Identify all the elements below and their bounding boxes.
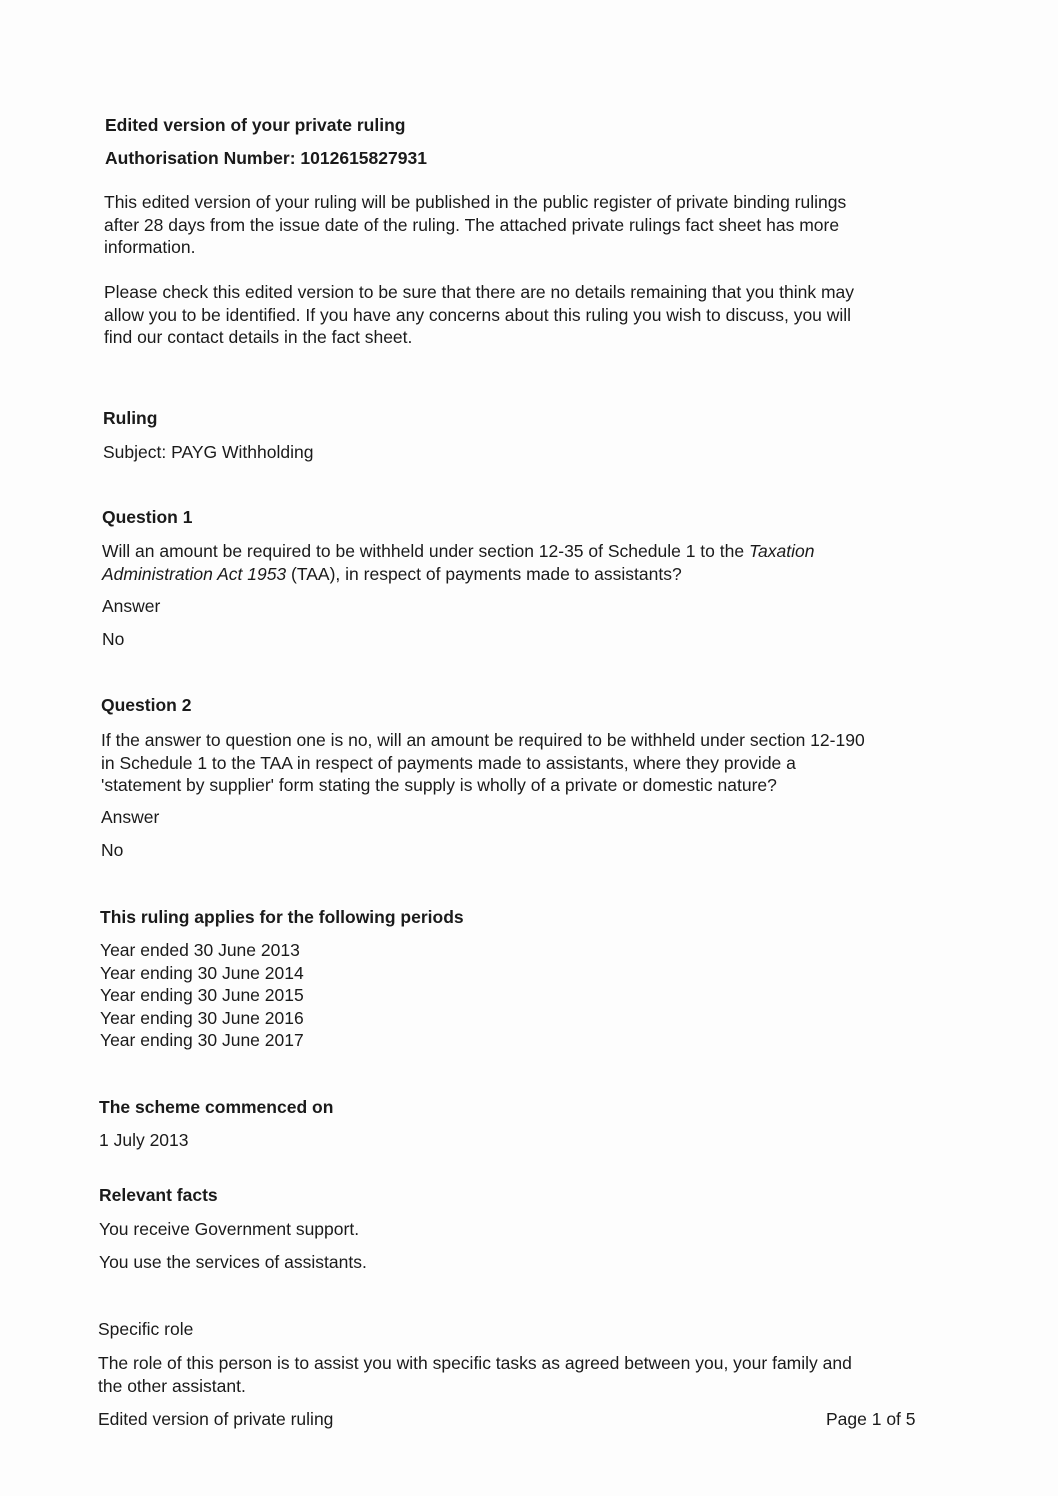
period-item: Year ending 30 June 2015: [100, 985, 304, 1005]
specific-role-text: [98, 1352, 852, 1397]
specific-role-heading: Specific role: [98, 1319, 194, 1339]
question-2-line: 'statement by supplier' form stating the supply is wholly of a private or domestic nature?: [101, 775, 777, 795]
question-1-answer: No: [102, 629, 125, 649]
question-1-line-1: [102, 540, 814, 563]
intro-paragraph-1-line: This edited version of your ruling will be published in the public register of private binding rulings: [104, 192, 847, 212]
question-1-text-part: (TAA), in respect of payments made to assistants?: [286, 563, 682, 584]
ruling-subject: Subject: PAYG Withholding: [103, 442, 314, 462]
fact-item: You use the services of assistants.: [99, 1252, 367, 1272]
periods-list: [100, 939, 304, 1052]
scheme-heading: The scheme commenced on: [99, 1097, 334, 1117]
intro-paragraph-2-line: find our contact details in the fact sheet.: [104, 327, 413, 347]
question-1-answer-label: Answer: [102, 596, 161, 616]
specific-role-line: The role of this person is to assist you with specific tasks as agreed between you, your family and: [98, 1353, 852, 1373]
specific-role-line: the other assistant.: [98, 1375, 246, 1396]
document-title: Edited version of your private ruling: [105, 115, 406, 135]
intro-paragraph-1-line: information.: [104, 237, 196, 257]
intro-paragraph-1: [104, 191, 846, 259]
footer-page-number: Page 1 of 5: [826, 1409, 916, 1429]
periods-heading: This ruling applies for the following periods: [100, 907, 464, 927]
question-2-line: in Schedule 1 to the TAA in respect of payments made to assistants, where they provide a: [101, 752, 796, 773]
intro-paragraph-2: [104, 281, 854, 349]
question-1-text: [102, 540, 814, 585]
question-1-heading: Question 1: [102, 507, 193, 527]
scheme-date: 1 July 2013: [99, 1130, 189, 1150]
period-item: Year ending 30 June 2017: [100, 1030, 304, 1050]
period-item: Year ended 30 June 2013: [100, 940, 300, 960]
question-2-heading: Question 2: [101, 695, 192, 715]
question-1-line-2: [102, 563, 814, 586]
authorisation-number: Authorisation Number: 1012615827931: [105, 148, 427, 168]
question-2-answer-label: Answer: [101, 807, 160, 827]
question-1-act-name: Taxation: [748, 541, 815, 561]
question-2-text: [101, 729, 865, 797]
question-1-text-part: Will an amount be required to be withheld under section 12-35 of Schedule 1 to the: [102, 541, 749, 561]
intro-paragraph-2-line: allow you to be identified. If you have any concerns about this ruling you wish to discuss, you will: [104, 304, 852, 325]
facts-heading: Relevant facts: [99, 1185, 218, 1205]
period-item: Year ending 30 June 2016: [100, 1007, 304, 1028]
question-2-answer: No: [101, 840, 124, 860]
question-1-act-name: Administration Act 1953: [102, 563, 287, 584]
intro-paragraph-2-line: Please check this edited version to be sure that there are no details remaining that you think may: [104, 282, 855, 302]
intro-paragraph-1-line: after 28 days from the issue date of the ruling. The attached private rulings fact sheet has more: [104, 214, 840, 235]
fact-item: You receive Government support.: [99, 1219, 360, 1239]
question-2-line: If the answer to question one is no, will an amount be required to be withheld under section 12-190: [101, 730, 865, 750]
period-item: Year ending 30 June 2014: [100, 962, 304, 983]
ruling-heading: Ruling: [103, 408, 158, 428]
footer-document-label: Edited version of private ruling: [98, 1409, 334, 1429]
